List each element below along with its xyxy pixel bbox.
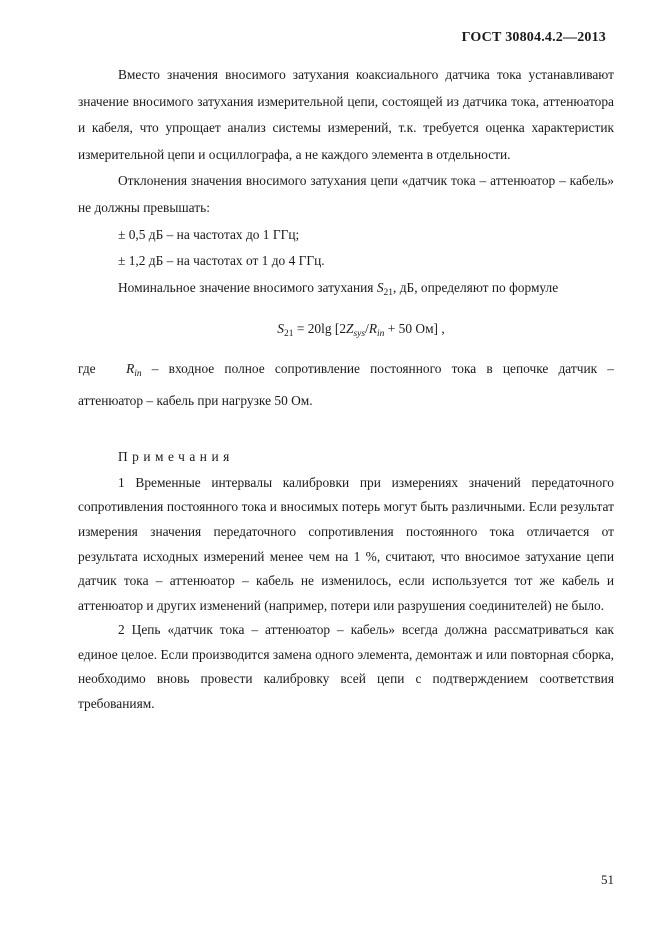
nominal-symbol-sub: 21 — [383, 287, 394, 298]
formula-eq: = 20lg [2 — [293, 321, 347, 337]
note-1: 1 Временные интервалы калибровки при измерениях значений передаточного сопротивления постоянного тока и вносимых потерь могут быть различными. Если результат измерения значения передаточного сопротивления постоянного тока отличается от результата исходных измерений менее чем на 1 %, считают, что вносимое затухание цепи датчик тока – аттенюатор – кабель не изменилось, если используется тот же кабель и аттенюатор и других изменений (например, потери или разрушения соединителей) не было. — [78, 474, 614, 613]
nominal-text-before: Номинальное значение вносимого затухания — [118, 279, 374, 295]
formula-slash: / — [365, 321, 369, 337]
formula-lhs-sub: 21 — [283, 329, 294, 340]
where-word: где — [78, 360, 96, 376]
tolerance-item-2: ± 1,2 дБ – на частотах от 1 до 4 ГГц. — [118, 253, 325, 269]
paragraph-insertion-loss: Вместо значения вносимого затухания коаксиального датчика тока устанавливают значение вносимого затухания измерительной цепи, состоящей из датчика тока, аттенюатора и кабеля, что упрощает анализ системы измерений, т.к. требуется оценка характеристик измерительной цепи и осциллографа, а не каждого элемента в отдельности. — [78, 67, 614, 162]
notes-title: Примечания — [118, 449, 234, 465]
formula-z: Z — [346, 321, 354, 337]
formula-r: R — [368, 321, 378, 337]
where-text: – входное полное сопротивление постоянного тока в цепочке датчик – — [151, 360, 614, 376]
formula — [78, 316, 614, 348]
where-continuation: аттенюатор – кабель при нагрузке 50 Ом. — [78, 392, 313, 408]
nominal-text-after: , дБ, определяют по формуле — [393, 279, 559, 295]
formula-tail: + 50 Ом] , — [384, 321, 445, 337]
where-symbol: R — [126, 360, 135, 376]
page-number: 51 — [601, 872, 614, 887]
document-body — [78, 62, 614, 717]
tolerance-item-1: ± 0,5 дБ – на частотах до 1 ГГц; — [118, 226, 300, 242]
paragraph-nominal — [78, 275, 614, 307]
formula-r-sub: in — [377, 329, 385, 340]
formula-lhs: S — [277, 321, 284, 337]
paragraph-deviation: Отклонения значения вносимого затухания цепи «датчик тока – аттенюатор – кабель» не должны превышать: — [78, 173, 614, 215]
formula-z-sub: sys — [353, 329, 366, 340]
note-2: 2 Цепь «датчик тока – аттенюатор – кабель» всегда должна рассматриваться как единое целое. Если производится замена одного элемента, демонтаж и или повторная сборка, необходимо вновь провести калибровку всей цепи с подтверждением соответствия требованиям. — [78, 622, 614, 712]
where-symbol-sub: in — [134, 368, 142, 379]
nominal-symbol: S — [376, 279, 384, 295]
page-header: ГОСТ 30804.4.2—2013 — [461, 30, 606, 45]
where-line — [78, 356, 614, 388]
